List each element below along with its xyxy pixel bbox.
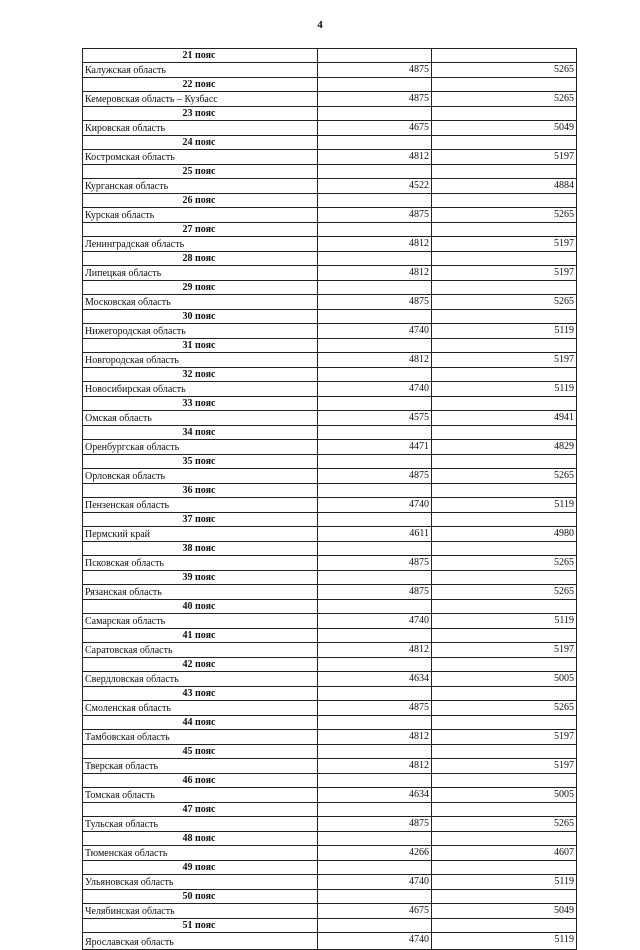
region-row xyxy=(83,904,577,919)
region-name: Омская область xyxy=(83,411,318,426)
zone-label: 48 пояс xyxy=(83,832,318,846)
zone-label: 37 пояс xyxy=(83,513,318,527)
zone-label: 40 пояс xyxy=(83,600,318,614)
value-2: 5265 xyxy=(432,208,577,223)
zone-label: 41 пояс xyxy=(83,629,318,643)
zone-row xyxy=(83,194,577,208)
region-name: Новгородская область xyxy=(83,353,318,368)
region-row xyxy=(83,759,577,774)
empty-cell xyxy=(318,600,432,614)
region-row xyxy=(83,846,577,861)
region-row xyxy=(83,63,577,78)
region-row xyxy=(83,672,577,687)
value-2: 5005 xyxy=(432,788,577,803)
region-name: Курганская область xyxy=(83,179,318,194)
value-1: 4471 xyxy=(318,440,432,455)
value-2: 5197 xyxy=(432,643,577,658)
empty-cell xyxy=(318,774,432,788)
zone-row xyxy=(83,745,577,759)
region-name: Тамбовская область xyxy=(83,730,318,745)
value-1: 4675 xyxy=(318,904,432,919)
empty-cell xyxy=(432,136,577,150)
zone-label: 32 пояс xyxy=(83,368,318,382)
region-row xyxy=(83,585,577,600)
value-1: 4812 xyxy=(318,759,432,774)
zone-row xyxy=(83,426,577,440)
region-row xyxy=(83,730,577,745)
region-name: Тульская область xyxy=(83,817,318,832)
empty-cell xyxy=(318,861,432,875)
value-1: 4875 xyxy=(318,469,432,484)
value-1: 4740 xyxy=(318,933,432,950)
empty-cell xyxy=(432,252,577,266)
table-body xyxy=(83,49,577,950)
empty-cell xyxy=(318,571,432,585)
value-2: 5197 xyxy=(432,730,577,745)
value-2: 4884 xyxy=(432,179,577,194)
value-1: 4875 xyxy=(318,208,432,223)
value-2: 5197 xyxy=(432,237,577,252)
value-1: 4812 xyxy=(318,730,432,745)
zone-label: 39 пояс xyxy=(83,571,318,585)
empty-cell xyxy=(432,861,577,875)
zone-label: 36 пояс xyxy=(83,484,318,498)
zone-row xyxy=(83,542,577,556)
region-name: Тюменская область xyxy=(83,846,318,861)
zone-row xyxy=(83,455,577,469)
zone-label: 26 пояс xyxy=(83,194,318,208)
zone-row xyxy=(83,397,577,411)
empty-cell xyxy=(318,426,432,440)
empty-cell xyxy=(318,658,432,672)
region-name: Липецкая область xyxy=(83,266,318,281)
value-1: 4875 xyxy=(318,92,432,107)
region-name: Пензенская область xyxy=(83,498,318,513)
empty-cell xyxy=(432,600,577,614)
zone-row xyxy=(83,716,577,730)
region-row xyxy=(83,266,577,281)
zone-label: 44 пояс xyxy=(83,716,318,730)
zone-row xyxy=(83,223,577,237)
zone-row xyxy=(83,484,577,498)
empty-cell xyxy=(432,774,577,788)
value-1: 4634 xyxy=(318,672,432,687)
region-row xyxy=(83,121,577,136)
empty-cell xyxy=(318,310,432,324)
value-2: 4607 xyxy=(432,846,577,861)
empty-cell xyxy=(432,368,577,382)
region-row xyxy=(83,440,577,455)
value-2: 5119 xyxy=(432,498,577,513)
zone-label: 21 пояс xyxy=(83,49,318,63)
zone-label: 46 пояс xyxy=(83,774,318,788)
zone-row xyxy=(83,629,577,643)
region-row xyxy=(83,701,577,716)
zone-label: 22 пояс xyxy=(83,78,318,92)
zone-label: 43 пояс xyxy=(83,687,318,701)
zone-label: 25 пояс xyxy=(83,165,318,179)
zone-row xyxy=(83,281,577,295)
empty-cell xyxy=(318,165,432,179)
region-name: Ярославская область xyxy=(83,933,318,950)
zone-label: 33 пояс xyxy=(83,397,318,411)
value-2: 5197 xyxy=(432,266,577,281)
region-name: Новосибирская область xyxy=(83,382,318,397)
empty-cell xyxy=(432,716,577,730)
zone-row xyxy=(83,368,577,382)
region-name: Саратовская область xyxy=(83,643,318,658)
zone-row xyxy=(83,861,577,875)
tariff-table xyxy=(82,48,577,950)
empty-cell xyxy=(432,571,577,585)
region-name: Калужская область xyxy=(83,63,318,78)
region-row xyxy=(83,411,577,426)
zone-row xyxy=(83,136,577,150)
zone-row xyxy=(83,252,577,266)
value-1: 4740 xyxy=(318,614,432,629)
empty-cell xyxy=(318,687,432,701)
region-name: Орловская область xyxy=(83,469,318,484)
empty-cell xyxy=(318,136,432,150)
region-name: Кемеровская область – Кузбасс xyxy=(83,92,318,107)
empty-cell xyxy=(318,803,432,817)
empty-cell xyxy=(432,803,577,817)
empty-cell xyxy=(432,658,577,672)
value-2: 5265 xyxy=(432,295,577,310)
region-name: Псковская область xyxy=(83,556,318,571)
value-2: 5265 xyxy=(432,585,577,600)
empty-cell xyxy=(432,745,577,759)
region-row xyxy=(83,643,577,658)
region-name: Свердловская область xyxy=(83,672,318,687)
region-name: Московская область xyxy=(83,295,318,310)
empty-cell xyxy=(432,484,577,498)
zone-row xyxy=(83,78,577,92)
value-2: 5265 xyxy=(432,92,577,107)
empty-cell xyxy=(432,194,577,208)
value-2: 5119 xyxy=(432,324,577,339)
zone-row xyxy=(83,107,577,121)
value-2: 5265 xyxy=(432,701,577,716)
region-name: Костромская область xyxy=(83,150,318,165)
region-name: Самарская область xyxy=(83,614,318,629)
value-1: 4740 xyxy=(318,382,432,397)
region-row xyxy=(83,933,577,950)
zone-row xyxy=(83,774,577,788)
empty-cell xyxy=(432,49,577,63)
empty-cell xyxy=(432,832,577,846)
empty-cell xyxy=(432,165,577,179)
value-2: 5265 xyxy=(432,817,577,832)
zone-row xyxy=(83,513,577,527)
region-row xyxy=(83,875,577,890)
region-row xyxy=(83,382,577,397)
empty-cell xyxy=(432,629,577,643)
empty-cell xyxy=(318,339,432,353)
value-2: 5049 xyxy=(432,904,577,919)
value-1: 4634 xyxy=(318,788,432,803)
region-name: Томская область xyxy=(83,788,318,803)
value-1: 4740 xyxy=(318,498,432,513)
region-row xyxy=(83,614,577,629)
empty-cell xyxy=(432,223,577,237)
region-row xyxy=(83,498,577,513)
empty-cell xyxy=(432,397,577,411)
zone-row xyxy=(83,165,577,179)
region-name: Ульяновская область xyxy=(83,875,318,890)
value-1: 4875 xyxy=(318,585,432,600)
zone-row xyxy=(83,687,577,701)
region-row xyxy=(83,150,577,165)
zone-row xyxy=(83,571,577,585)
empty-cell xyxy=(318,484,432,498)
zone-row xyxy=(83,600,577,614)
region-name: Смоленская область xyxy=(83,701,318,716)
empty-cell xyxy=(432,687,577,701)
zone-label: 31 пояс xyxy=(83,339,318,353)
value-1: 4875 xyxy=(318,63,432,78)
empty-cell xyxy=(432,513,577,527)
value-2: 5005 xyxy=(432,672,577,687)
empty-cell xyxy=(432,426,577,440)
region-row xyxy=(83,92,577,107)
value-2: 5119 xyxy=(432,382,577,397)
zone-label: 34 пояс xyxy=(83,426,318,440)
zone-label: 28 пояс xyxy=(83,252,318,266)
zone-label: 42 пояс xyxy=(83,658,318,672)
value-1: 4812 xyxy=(318,150,432,165)
zone-label: 45 пояс xyxy=(83,745,318,759)
value-1: 4675 xyxy=(318,121,432,136)
zone-label: 35 пояс xyxy=(83,455,318,469)
empty-cell xyxy=(318,223,432,237)
value-2: 4829 xyxy=(432,440,577,455)
empty-cell xyxy=(432,310,577,324)
empty-cell xyxy=(318,368,432,382)
region-name: Курская область xyxy=(83,208,318,223)
value-1: 4875 xyxy=(318,701,432,716)
region-row xyxy=(83,788,577,803)
empty-cell xyxy=(318,49,432,63)
value-2: 5049 xyxy=(432,121,577,136)
empty-cell xyxy=(318,745,432,759)
zone-label: 50 пояс xyxy=(83,890,318,904)
value-1: 4740 xyxy=(318,875,432,890)
empty-cell xyxy=(318,252,432,266)
empty-cell xyxy=(432,455,577,469)
region-row xyxy=(83,237,577,252)
zone-label: 38 пояс xyxy=(83,542,318,556)
value-2: 5119 xyxy=(432,875,577,890)
empty-cell xyxy=(318,78,432,92)
value-2: 5197 xyxy=(432,150,577,165)
empty-cell xyxy=(318,542,432,556)
empty-cell xyxy=(318,890,432,904)
region-name: Кировская область xyxy=(83,121,318,136)
value-1: 4611 xyxy=(318,527,432,542)
zone-row xyxy=(83,658,577,672)
zone-label: 27 пояс xyxy=(83,223,318,237)
empty-cell xyxy=(318,832,432,846)
value-1: 4266 xyxy=(318,846,432,861)
region-row xyxy=(83,469,577,484)
region-name: Ленинградская область xyxy=(83,237,318,252)
empty-cell xyxy=(318,716,432,730)
zone-label: 51 пояс xyxy=(83,919,318,933)
empty-cell xyxy=(432,107,577,121)
value-1: 4740 xyxy=(318,324,432,339)
zone-row xyxy=(83,803,577,817)
region-row xyxy=(83,353,577,368)
region-name: Тверская область xyxy=(83,759,318,774)
zone-row xyxy=(83,832,577,846)
zone-row xyxy=(83,339,577,353)
value-1: 4812 xyxy=(318,266,432,281)
empty-cell xyxy=(318,194,432,208)
empty-cell xyxy=(432,890,577,904)
zone-label: 47 пояс xyxy=(83,803,318,817)
region-row xyxy=(83,556,577,571)
value-2: 4980 xyxy=(432,527,577,542)
zone-label: 49 пояс xyxy=(83,861,318,875)
value-2: 5119 xyxy=(432,614,577,629)
region-name: Челябинская область xyxy=(83,904,318,919)
region-row xyxy=(83,324,577,339)
zone-label: 24 пояс xyxy=(83,136,318,150)
value-2: 5119 xyxy=(432,933,577,950)
region-name: Пермский край xyxy=(83,527,318,542)
zone-row xyxy=(83,49,577,63)
empty-cell xyxy=(318,397,432,411)
value-1: 4575 xyxy=(318,411,432,426)
zone-label: 30 пояс xyxy=(83,310,318,324)
empty-cell xyxy=(318,629,432,643)
value-2: 4941 xyxy=(432,411,577,426)
value-1: 4522 xyxy=(318,179,432,194)
page-number: 4 xyxy=(317,19,323,31)
value-1: 4875 xyxy=(318,295,432,310)
value-1: 4875 xyxy=(318,817,432,832)
empty-cell xyxy=(432,339,577,353)
empty-cell xyxy=(318,513,432,527)
zone-label: 29 пояс xyxy=(83,281,318,295)
region-row xyxy=(83,817,577,832)
empty-cell xyxy=(318,107,432,121)
region-row xyxy=(83,208,577,223)
region-row xyxy=(83,179,577,194)
value-2: 5197 xyxy=(432,759,577,774)
value-2: 5265 xyxy=(432,469,577,484)
value-1: 4875 xyxy=(318,556,432,571)
region-row xyxy=(83,527,577,542)
value-1: 4812 xyxy=(318,353,432,368)
value-2: 5265 xyxy=(432,556,577,571)
region-row xyxy=(83,295,577,310)
empty-cell xyxy=(432,281,577,295)
empty-cell xyxy=(318,455,432,469)
empty-cell xyxy=(432,78,577,92)
value-1: 4812 xyxy=(318,643,432,658)
region-name: Оренбургская область xyxy=(83,440,318,455)
empty-cell xyxy=(318,281,432,295)
value-2: 5265 xyxy=(432,63,577,78)
region-name: Нижегородская область xyxy=(83,324,318,339)
value-2: 5197 xyxy=(432,353,577,368)
zone-row xyxy=(83,310,577,324)
value-1: 4812 xyxy=(318,237,432,252)
zone-row xyxy=(83,890,577,904)
zone-label: 23 пояс xyxy=(83,107,318,121)
empty-cell xyxy=(432,542,577,556)
region-name: Рязанская область xyxy=(83,585,318,600)
